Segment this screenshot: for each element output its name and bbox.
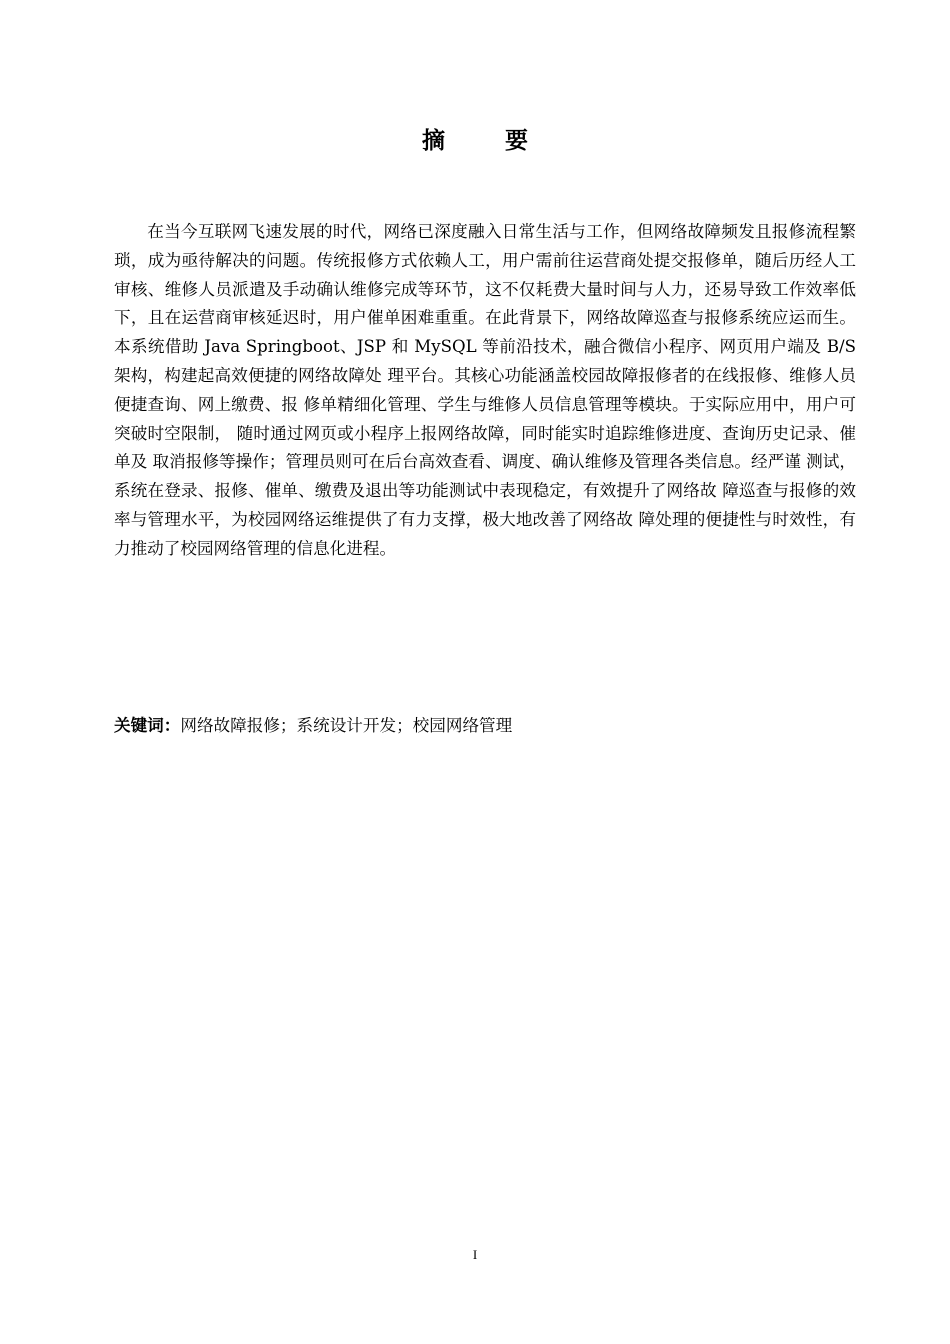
abstract-title: 摘 要 — [421, 128, 554, 154]
keywords-label: 关键词： — [114, 716, 181, 735]
keywords-text: 网络故障报修；系统设计开发；校园网络管理 — [180, 716, 513, 735]
keywords-line — [114, 712, 856, 740]
page-number: I — [472, 1247, 478, 1262]
abstract-body: 在当今互联网飞速发展的时代，网络已深度融入日常生活与工作，但网络故障频发且报修流程繁琐，成为亟待解决的问题。传统报修方式依赖人工，用户需前往运营商处提交报修单，随后历经人工审核、维修人员派遣及手动确认维修完成等环节，这不仅耗费大量时间与人力，还易导致工作效率低下，且在运营商审核延迟时，用户催单困难重重。在此背景下，网络故障巡查与报修系统应运而生。本系统借助 Java Springboot、JSP 和 MySQL 等前沿技术，融合微信小程序、网页用户端及 B/S 架构，构建起高效便捷的网络故障处 理平台。其核心功能涵盖校园故障报修者的在线报修、维修人员便捷查询、网上缴费、报 修单精细化管理、学生与维修人员信息管理等模块。于实际应用中，用户可突破时空限制， 随时通过网页或小程序上报网络故障，同时能实时追踪维修进度、查询历史记录、催单及 取消报修等操作；管理员则可在后台高效查看、调度、确认维修及管理各类信息。经严谨 测试，系统在登录、报修、催单、缴费及退出等功能测试中表现稳定，有效提升了网络故 障巡查与报修的效率与管理水平，为校园网络运维提供了有力支撑，极大地改善了网络故 障处理的便捷性与时效性，有力推动了校园网络管理的信息化进程。 — [114, 222, 856, 558]
